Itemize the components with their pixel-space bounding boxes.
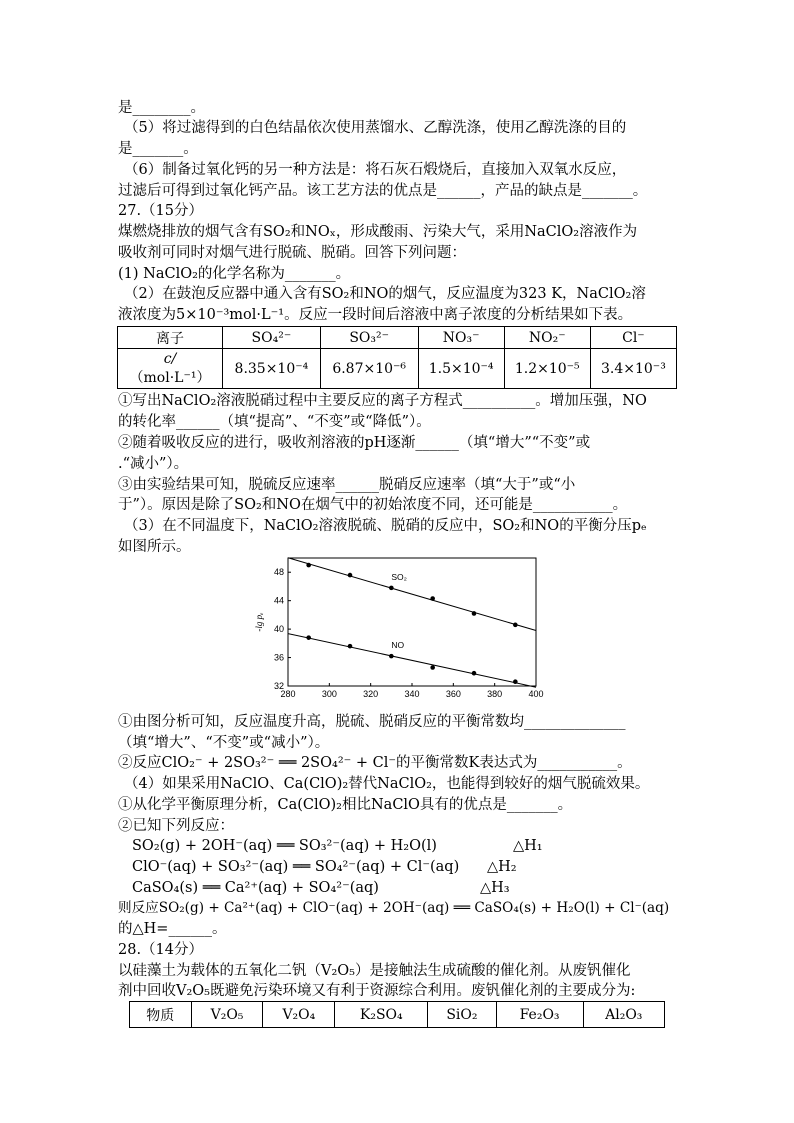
x-tick-label: 280 [280, 689, 296, 699]
table-header: Cl⁻ [590, 327, 676, 349]
table-header: NO₃⁻ [418, 327, 504, 349]
data-point [389, 654, 394, 659]
text-line: 的转化率______（填“提高”、“不变”或“降低”）。 [118, 414, 431, 430]
x-tick-label: 320 [363, 689, 379, 699]
enthalpy-label: △H₁ [513, 838, 543, 854]
series-trend-line [288, 558, 536, 631]
plot-frame [288, 558, 536, 686]
y-tick-label: 32 [273, 681, 284, 691]
enthalpy-label: △H₃ [480, 880, 510, 896]
question-heading: 28.（14分） [118, 942, 204, 958]
data-point [389, 586, 394, 591]
text-line: 是________。 [118, 100, 205, 116]
x-tick-label: 380 [487, 689, 503, 699]
table-header: V₂O₅ [191, 1002, 263, 1028]
row-label-line: （mol·L⁻¹） [129, 369, 211, 386]
data-point [472, 671, 477, 676]
x-tick-label: 360 [445, 689, 461, 699]
data-point [348, 644, 353, 649]
text-line: .“减小”）。 [118, 456, 189, 472]
partial-pressure-chart [250, 554, 550, 714]
x-tick-label: 300 [321, 689, 337, 699]
x-tick-label: 340 [404, 689, 420, 699]
series-label: SO₂ [391, 572, 407, 583]
text-line: 剂中回收V₂O₅既避免污染环境又有利于资源综合利用。废钒催化剂的主要成分为: [118, 983, 636, 999]
text-line: 煤燃烧排放的烟气含有SO₂和NOₓ，形成酸雨、污染大气，采用NaClO₂溶液作为 [118, 224, 638, 240]
text-line: ①写出NaClO₂溶液脱硝过程中主要反应的离子方程式__________。增加压强，NO [118, 393, 647, 409]
ion-concentration-table [117, 326, 677, 389]
table-header: V₂O₄ [263, 1002, 335, 1028]
text-line: （2）在鼓泡反应器中通入含有SO₂和NO的烟气，反应温度为323 K，NaClO₂溶 [124, 286, 646, 302]
table-cell: 1.2×10⁻⁵ [504, 349, 590, 389]
text-line: 吸收剂可同时对烟气进行脱硫、脱硝。回答下列问题： [118, 245, 466, 261]
reaction-equation: SO₂(g) + 2OH⁻(aq) ══ SO₃²⁻(aq) + H₂O(l) [132, 838, 437, 854]
text-line: 是_______。 [118, 141, 198, 157]
row-label-line: c/ [163, 350, 177, 367]
data-point [513, 623, 518, 628]
text-line: （6）制备过氧化钙的另一种方法是：将石灰石煅烧后，直接加入双氧水反应， [124, 162, 627, 178]
text-line: ②随着吸收反应的进行，吸收剂溶液的pH逐渐______（填“增大”“不变”或 [118, 435, 591, 451]
data-point [306, 563, 311, 568]
text-line: 过滤后可得到过氧化钙产品。该工艺方法的优点是______，产品的缺点是_______。 [118, 183, 648, 199]
table-header: K₂SO₄ [335, 1002, 428, 1028]
data-point [306, 635, 311, 640]
table-header: SO₄²⁻ [223, 327, 321, 349]
table-header: Al₂O₃ [583, 1002, 664, 1028]
data-point [430, 665, 435, 670]
text-line: ②已知下列反应： [118, 818, 234, 834]
data-point [472, 611, 477, 616]
table-header: SiO₂ [428, 1002, 496, 1028]
table-cell: 3.4×10⁻³ [590, 349, 676, 389]
text-line: ①从化学平衡原理分析，Ca(ClO)₂相比NaClO具有的优点是_______。 [118, 797, 573, 813]
text-line: 的△H=______。 [118, 921, 227, 937]
table-header: 物质 [130, 1002, 192, 1028]
table-cell: 8.35×10⁻⁴ [223, 349, 321, 389]
y-tick-label: 36 [273, 652, 284, 663]
y-axis-label: -lg pₑ [254, 612, 264, 632]
enthalpy-label: △H₂ [487, 859, 517, 875]
text-line: 则反应SO₂(g) + Ca²⁺(aq) + ClO⁻(aq) + 2OH⁻(aq) ══ CaSO₄(s) + H₂O(l) + Cl⁻(aq) [118, 900, 670, 916]
text-line: （4）如果采用NaClO、Ca(ClO)₂替代NaClO₂，也能得到较好的烟气脱硫效果。 [124, 776, 650, 792]
table-header: SO₃²⁻ [320, 327, 418, 349]
text-line: （填“增大”、“不变”或“减小”）。 [118, 735, 330, 751]
table-cell: 1.5×10⁻⁴ [418, 349, 504, 389]
table-header: Fe₂O₃ [496, 1002, 583, 1028]
reaction-equation: ClO⁻(aq) + SO₃²⁻(aq) ══ SO₄²⁻(aq) + Cl⁻(aq) [132, 859, 460, 875]
y-tick-label: 44 [273, 595, 284, 606]
text-line: 液浓度为5×10⁻³mol·L⁻¹。反应一段时间后溶液中离子浓度的分析结果如下表。 [118, 307, 633, 323]
text-line: （5）将过滤得到的白色结晶依次使用蒸馏水、乙醇洗涤，使用乙醇洗涤的目的 [124, 120, 627, 136]
table-header: 离子 [118, 327, 223, 349]
data-point [513, 679, 518, 684]
text-line: 如图所示。 [118, 539, 191, 555]
text-line: ②反应ClO₂⁻ + 2SO₃²⁻ ══ 2SO₄²⁻ + Cl⁻的平衡常数K表达式为___________。 [118, 755, 632, 771]
y-tick-label: 48 [273, 567, 284, 578]
x-tick-label: 400 [528, 689, 544, 699]
text-line: (1) NaClO₂的化学名称为_______。 [118, 266, 351, 282]
series-trend-line [288, 634, 536, 688]
question-heading: 27.（15分） [118, 203, 204, 219]
table-row-label [118, 349, 223, 389]
reaction-equation: CaSO₄(s) ══ Ca²⁺(aq) + SO₄²⁻(aq) [132, 880, 379, 896]
data-point [430, 596, 435, 601]
table-cell: 6.87×10⁻⁶ [320, 349, 418, 389]
table-header: NO₂⁻ [504, 327, 590, 349]
text-line: （3）在不同温度下，NaClO₂溶液脱硫、脱硝的反应中，SO₂和NO的平衡分压pₑ [124, 518, 647, 534]
text-line: ③由实验结果可知，脱硫反应速率______脱硝反应速率（填“大于”或“小 [118, 477, 576, 493]
text-line: 以硅藻土为载体的五氧化二钒（V₂O₅）是接触法生成硫酸的催化剂。从废钒催化 [118, 963, 631, 979]
y-tick-label: 40 [273, 624, 284, 635]
series-label: NO [391, 639, 405, 650]
text-line: 于”）。原因是除了SO₂和NO在烟气中的初始浓度不同，还可能是___________。 [118, 497, 628, 513]
data-point [348, 573, 353, 578]
text-line: ①由图分析可知，反应温度升高，脱硫、脱硝反应的平衡常数均______________ [118, 714, 626, 730]
catalyst-composition-table [129, 1001, 665, 1028]
